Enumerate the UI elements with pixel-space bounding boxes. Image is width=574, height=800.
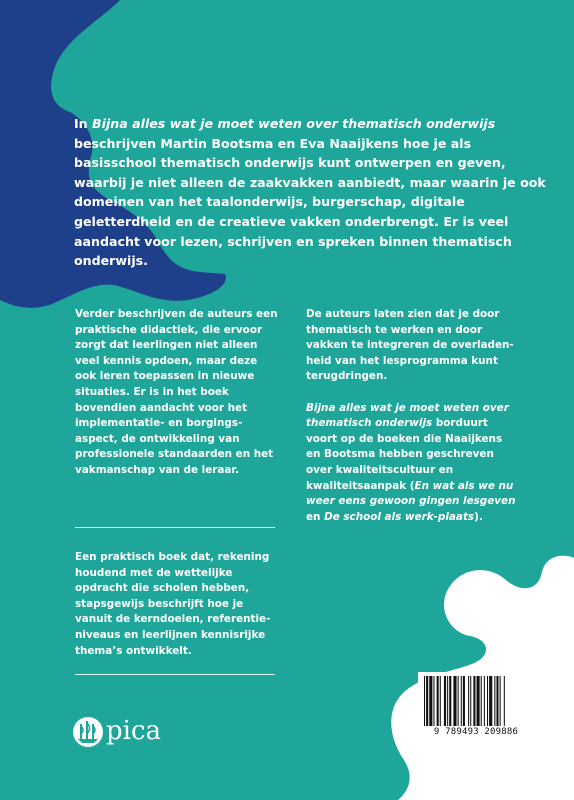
barcode-bar [447, 676, 448, 726]
barcode-bar [473, 676, 475, 726]
barcode-bar [487, 676, 488, 726]
barcode-bar [504, 676, 505, 726]
barcode-bar [444, 676, 446, 726]
barcode-bar [494, 676, 495, 726]
right-p2-text: borduurt voort op de boeken die Naaijkens en Bootsma hebben geschreven over kwaliteitscultuur en kwaliteitsaanpak ( [306, 417, 503, 492]
right-paragraph-1: De auteurs laten zien dat je door thematisch te werken en door vakken te integreren de overladen-heid van het lesprogramma kunt terugdringen. [306, 308, 514, 383]
barcode-bar [489, 676, 492, 726]
right-book-title: Bijna alles wat je moet weten over thematisch onderwijs [306, 401, 509, 430]
barcode-bar [453, 676, 456, 726]
barcode-digits: 9 789493 209886 [433, 727, 519, 737]
barcode-bar [481, 676, 482, 726]
barcode-bar [429, 676, 432, 726]
left-column [75, 307, 280, 494]
intro-part2: beschrijven Martin Bootsma en Eva Naaijkens hoe je als basisschool thematisch onderwijs kunt ontwerpen en geven, waarbij je niet alleen de zaakvakken aanbiedt, maar waarin je ook domeinen van het taalonderwijs, burgerschap, digitale geletterdheid en de creatieve vakken onderbrengt. Er is veel aandacht voor lezen, schrijven en spreken binnen thematisch onderwijs. [74, 135, 546, 269]
barcode-bar [496, 676, 498, 726]
barcode-bar [461, 676, 462, 726]
barcode-bar [440, 676, 441, 726]
divider-bottom [75, 674, 275, 675]
publisher-logo [72, 715, 192, 751]
right-column [306, 307, 516, 541]
intro-part1: In [74, 116, 93, 131]
barcode-bar [424, 676, 425, 726]
highlight-text: Een praktisch boek dat, rekening houdend met de wettelijke opdracht die scholen hebben, stapsgewijs beschrijft hoe je vanuit de kerndoelen, referentie-niveaus en leerlijnen kennisrijke thema’s ontwikkelt. [75, 551, 271, 657]
right-p2-end: ). [474, 510, 483, 523]
barcode-bar [426, 676, 428, 726]
right-paragraph-2 [306, 401, 516, 526]
barcode-bars [418, 672, 534, 728]
pica-ship-logo-icon [72, 715, 104, 749]
barcode-bar [500, 676, 501, 726]
left-paragraph: Verder beschrijven de auteurs een praktische didactiek, die ervoor zorgt dat leerlingen niet alleen veel kennis opdoen, maar deze ook leren toepassen in nieuwe situaties. Er is in het boek bovendien aandacht voor het implementatie- en borgings-aspect, de ontwikkeling van professionele standaarden en het vakmanschap van de leraar. [75, 308, 278, 476]
intro-book-title: Bijna alles wat je moet weten over thematisch onderwijs [92, 116, 496, 131]
barcode-bar [477, 676, 480, 726]
barcode-bar [484, 676, 485, 726]
publisher-name: pica [106, 716, 162, 746]
barcode-bar [458, 676, 459, 726]
right-book-1: En wat als we nu weer eens gewoon gingen lesgeven [306, 479, 516, 508]
barcode-bar [433, 676, 434, 726]
barcode-bar [449, 676, 451, 726]
intro-paragraph [74, 114, 554, 271]
right-p2-and: en [306, 510, 325, 523]
highlight-block [75, 550, 275, 675]
barcode-bar [468, 676, 469, 726]
divider-top [75, 527, 275, 528]
barcode-bar [470, 676, 471, 726]
barcode-bar [437, 676, 439, 726]
right-book-2: De school als werk-plaats [324, 510, 475, 523]
barcode-bar [463, 676, 465, 726]
